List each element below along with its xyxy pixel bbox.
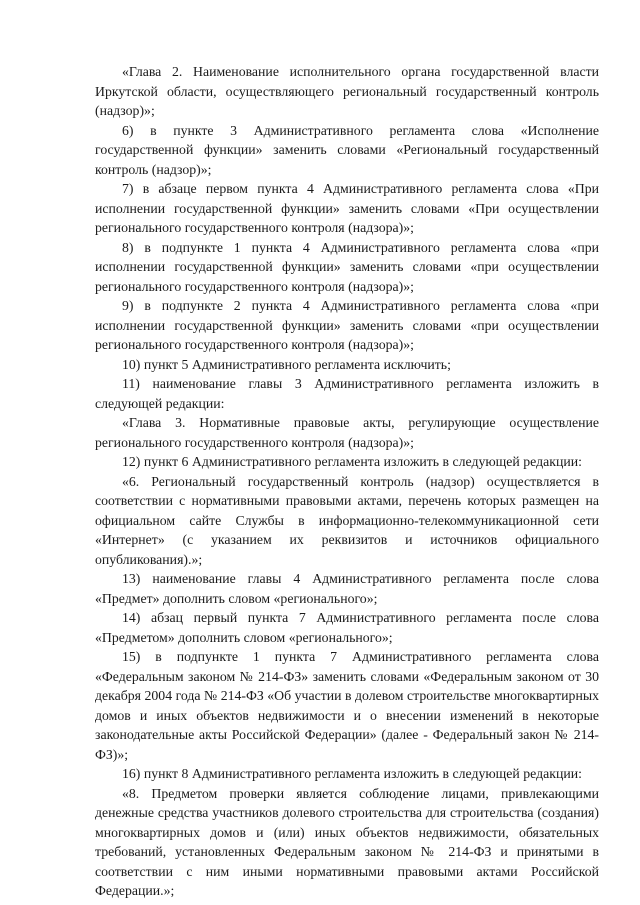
- paragraph: 13) наименование главы 4 Административного регламента после слова «Предмет» дополнить словом «регионального»;: [95, 571, 599, 606]
- paragraph: 9) в подпункте 2 пункта 4 Административного регламента слова «при исполнении государственной функции» заменить словами «при осуществлении регионального государственного контроля (надзора)»;: [95, 298, 599, 352]
- paragraph: 8) в подпункте 1 пункта 4 Административного регламента слова «при исполнении государственной функции» заменить словами «при осуществлении регионального государственного контроля (надзора)»;: [95, 239, 599, 294]
- paragraph: 15) в подпункте 1 пункта 7 Административного регламента слова «Федеральным законом № 214-ФЗ» заменить словами «Федеральным законом от 30 декабря 2004 года № 214-ФЗ «Об участии в долевом строительстве многоквартирных домов и иных объектов недвижимости и о внесении изменений в некоторые законодательные акты Российской Федерации» (далее - Федеральный закон № 214-ФЗ)»;: [95, 649, 599, 762]
- paragraph: 6) в пункте 3 Административного регламента слова «Исполнение государственной функции» заменить словами «Региональный государственный контроль (надзор)»;: [95, 122, 599, 177]
- document-body: [95, 62, 599, 901]
- paragraph: 7) в абзаце первом пункта 4 Административного регламента слова «При исполнении государственной функции» заменить словами «При осуществлении регионального государственного контроля (надзора)»;: [95, 181, 599, 235]
- paragraph: 14) абзац первый пункта 7 Административного регламента после слова «Предметом» дополнить словом «регионального»;: [95, 610, 599, 645]
- paragraph: «Глава 3. Нормативные правовые акты, регулирующие осуществление регионального государственного контроля (надзора)»;: [95, 415, 599, 450]
- paragraph: «6. Региональный государственный контроль (надзор) осуществляется в соответствии с нормативными правовыми актами, перечень которых размещен на официальном сайте Службы в информационно-телекоммуникационной сети «Интернет» (с указанием их реквизитов и источников официального опубликования).»;: [95, 473, 599, 567]
- paragraph: «Глава 2. Наименование исполнительного органа государственной власти Иркутской области, осуществляющего региональный государственный контроль (надзор)»;: [95, 64, 599, 118]
- paragraph: 16) пункт 8 Административного регламента изложить в следующей редакции:: [122, 766, 582, 781]
- paragraph: «8. Предметом проверки является соблюдение лицами, привлекающими денежные средства участников долевого строительства для строительства (создания) многоквартирных домов и (или) иных объектов недвижимости, обязательных требований, установленных Федеральным законом № 214-ФЗ и принятыми в соответствии с ним иными нормативными правовыми актами Российской Федерации.»;: [95, 785, 599, 898]
- paragraph: 11) наименование главы 3 Административного регламента изложить в следующей редакции:: [95, 376, 599, 411]
- paragraph: 10) пункт 5 Административного регламента исключить;: [122, 356, 451, 372]
- paragraph: 12) пункт 6 Административного регламента изложить в следующей редакции:: [122, 454, 582, 469]
